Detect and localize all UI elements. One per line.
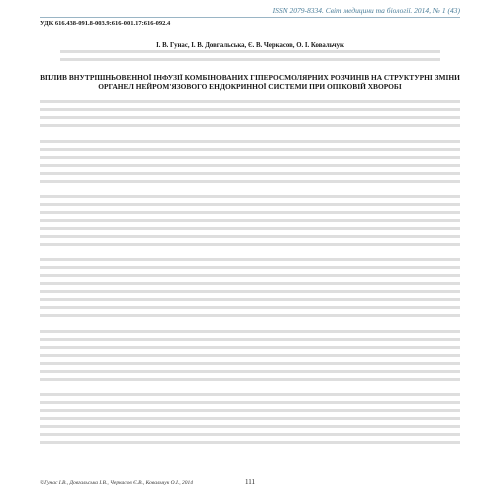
body-paragraph-placeholder bbox=[40, 330, 460, 386]
body-paragraph-placeholder bbox=[40, 195, 460, 251]
author-line: І. В. Гунас, І. В. Довгальська, Є. В. Черкасов, О. І. Ковальчук bbox=[156, 42, 344, 49]
affiliation-placeholder bbox=[60, 50, 440, 68]
page-number: 111 bbox=[245, 478, 255, 486]
body-paragraph-placeholder bbox=[40, 258, 460, 322]
udc-line: УДК 616.438-091.8-003.9:616-001.17:616-092.4 bbox=[40, 20, 171, 27]
header-rule bbox=[40, 17, 460, 18]
article-title: ВПЛИВ ВНУТРІШНЬОВЕННОЇ ІНФУЗІЇ КОМБІНОВАНИХ ГІПЕРОСМОЛЯРНИХ РОЗЧИНІВ НА СТРУКТУРНІ ЗМІНИ ОРГАНЕЛ НЕЙРОМ'ЯЗОВОГО ЕНДОКРИННОЇ СИСТЕМИ ПРИ ОПІКОВІЙ ХВОРОБІ bbox=[40, 73, 460, 91]
running-head: ISSN 2079-8334. Світ медицини та біології. 2014, № 1 (43) bbox=[272, 6, 460, 15]
copyright-note: ©Гунас І.В., Довгальська І.В., Черкасов Є.В., Ковальчук О.І., 2014 bbox=[40, 480, 193, 486]
body-paragraph-placeholder bbox=[40, 140, 460, 188]
body-paragraph-placeholder bbox=[40, 393, 460, 449]
abstract-placeholder bbox=[40, 100, 460, 132]
